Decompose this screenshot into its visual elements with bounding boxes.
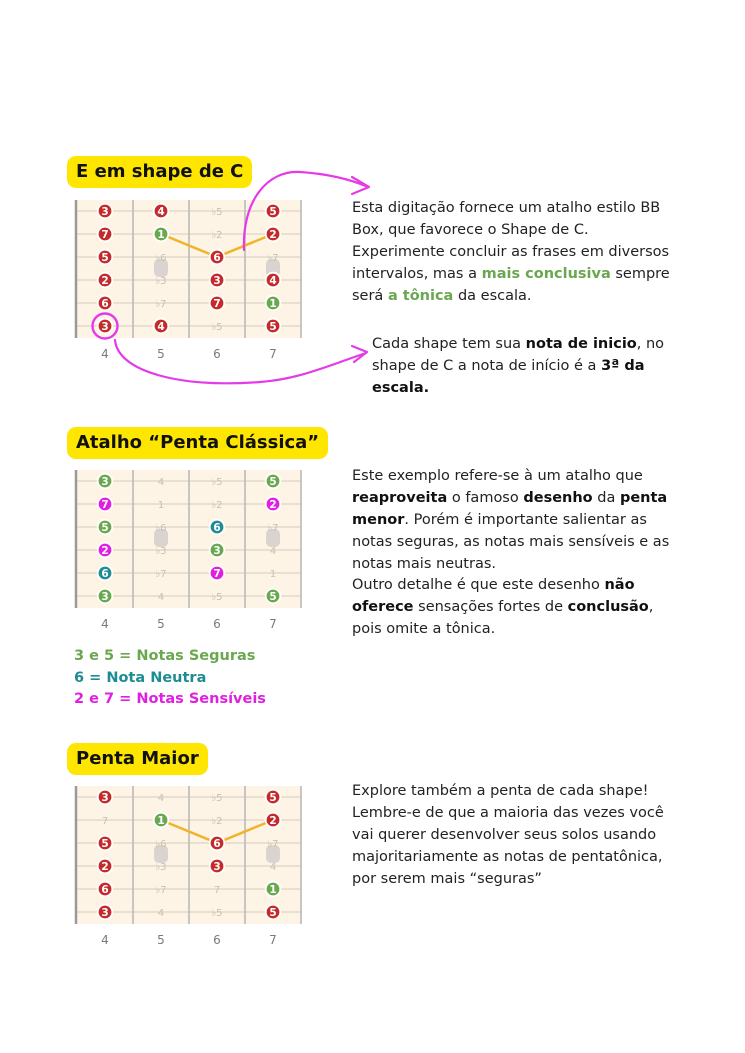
note-dot-label: 5 <box>269 205 277 218</box>
ghost-note-label: 7 <box>213 885 221 896</box>
note-dot-label: 4 <box>157 320 165 333</box>
ghost-note-label: 4 <box>157 793 165 804</box>
note-dot <box>154 813 169 828</box>
fretboard-penta-maior <box>72 784 304 952</box>
note-dot <box>266 790 281 805</box>
ghost-note-label: ♭5 <box>211 322 223 333</box>
note-dot <box>210 250 225 265</box>
note-dot <box>98 250 113 265</box>
note-dot-label: 3 <box>213 544 221 557</box>
fret-number-label: 7 <box>269 933 277 947</box>
text-segment: nota de inicio <box>525 336 637 352</box>
note-dot-label: 2 <box>269 498 277 511</box>
text-segment: penta menor <box>352 490 668 528</box>
note-dot <box>266 882 281 897</box>
ghost-note-label: 1 <box>269 569 277 580</box>
text-segment: Cada shape tem sua <box>372 336 526 352</box>
note-dot-label: 7 <box>213 297 221 310</box>
ghost-note-label: ♭5 <box>211 793 223 804</box>
ghost-note-label: ♭7 <box>155 569 167 580</box>
note-dot <box>266 273 281 288</box>
ghost-note-label: ♭7 <box>267 523 279 534</box>
fret-number-label: 6 <box>213 347 221 361</box>
ghost-note-label: ♭7 <box>155 885 167 896</box>
ghost-note-label: 4 <box>269 546 277 557</box>
note-dot-label: 5 <box>101 251 109 264</box>
note-dot <box>98 204 113 219</box>
note-dot-label: 5 <box>101 521 109 534</box>
section-title-penta-classica: Atalho “Penta Clássica” <box>67 427 328 459</box>
fret-number-label: 7 <box>269 347 277 361</box>
fret-number-label: 6 <box>213 617 221 631</box>
penta-maior-description <box>352 780 674 890</box>
text-segment: . Porém é importante salientar as notas seguras, as notas mais sensíveis e as notas mais neutras. <box>352 512 670 572</box>
note-dot-label: 6 <box>213 251 221 264</box>
note-dot-label: 3 <box>213 860 221 873</box>
penta-classica-detail <box>352 574 674 640</box>
note-dot <box>266 474 281 489</box>
section-title-penta-maior: Penta Maior <box>67 743 208 775</box>
text-segment: reaproveita <box>352 490 448 506</box>
note-dot <box>98 227 113 242</box>
note-dot <box>98 273 113 288</box>
note-dot-label: 4 <box>157 205 165 218</box>
note-dot <box>154 319 169 334</box>
note-dot-label: 2 <box>101 860 109 873</box>
ghost-note-label: 1 <box>157 500 165 511</box>
note-dot <box>210 273 225 288</box>
ghost-note-label: ♭6 <box>155 253 167 264</box>
text-segment: 3ª da escala. <box>372 358 645 396</box>
ghost-note-label: 4 <box>157 477 165 488</box>
note-dot <box>210 543 225 558</box>
ghost-note-label: 4 <box>157 592 165 603</box>
arrow-head-top <box>352 177 369 194</box>
text-segment: Este exemplo refere-se à um atalho que <box>352 468 643 484</box>
note-dot-label: 1 <box>157 228 165 241</box>
note-dot <box>266 227 281 242</box>
text-segment: sempre será <box>352 266 670 304</box>
ghost-note-label: ♭2 <box>211 816 223 827</box>
note-dot-label: 6 <box>213 837 221 850</box>
note-dot-label: 7 <box>101 498 109 511</box>
note-dot-label: 7 <box>101 228 109 241</box>
ghost-note-label: ♭3 <box>155 546 167 557</box>
note-dot <box>266 905 281 920</box>
ghost-note-label: ♭6 <box>155 839 167 850</box>
ghost-note-label: ♭5 <box>211 207 223 218</box>
text-segment: Explore também a penta de cada shape! Lembre-e de que a maioria das vezes você vai querer desenvolver seus solos usando majoritariamente as notas de pentatônica, por serem mais “seguras” <box>352 783 664 887</box>
note-dot <box>98 543 113 558</box>
fret-number-label: 4 <box>101 933 109 947</box>
note-dot <box>266 204 281 219</box>
note-dot-label: 1 <box>157 814 165 827</box>
note-dot-label: 5 <box>269 475 277 488</box>
note-dot-label: 3 <box>213 274 221 287</box>
text-segment: o famoso <box>447 490 524 506</box>
text-segment: conclusão <box>567 599 649 615</box>
note-dot <box>210 296 225 311</box>
note-dot-label: 5 <box>269 590 277 603</box>
note-dot-label: 3 <box>101 791 109 804</box>
ghost-note-label: ♭3 <box>155 862 167 873</box>
fret-number-label: 5 <box>157 933 165 947</box>
note-dot <box>266 319 281 334</box>
legend-item: 3 e 5 = Notas Seguras <box>74 648 256 664</box>
start-note-description <box>372 333 672 399</box>
c-shape-description <box>352 197 674 307</box>
note-dot <box>266 589 281 604</box>
ghost-note-label: ♭7 <box>267 839 279 850</box>
note-legend <box>74 646 266 711</box>
fret-number-label: 5 <box>157 617 165 631</box>
ghost-note-label: ♭3 <box>155 276 167 287</box>
note-dot-label: 2 <box>101 544 109 557</box>
note-dot <box>98 520 113 535</box>
note-dot <box>210 520 225 535</box>
fret-number-label: 6 <box>213 933 221 947</box>
note-dot-label: 2 <box>101 274 109 287</box>
note-dot <box>98 566 113 581</box>
note-dot-label: 5 <box>269 320 277 333</box>
note-dot-label: 3 <box>101 320 109 333</box>
note-dot <box>210 859 225 874</box>
ghost-note-label: ♭5 <box>211 908 223 919</box>
ghost-note-label: ♭5 <box>211 592 223 603</box>
note-dot-label: 2 <box>269 814 277 827</box>
note-dot <box>154 204 169 219</box>
note-dot-label: 6 <box>213 521 221 534</box>
ghost-note-label: 4 <box>157 908 165 919</box>
note-dot-label: 6 <box>101 297 109 310</box>
note-dot <box>266 296 281 311</box>
note-dot-label: 3 <box>101 906 109 919</box>
arrow-head-bottom <box>352 346 367 362</box>
legend-item: 6 = Nota Neutra <box>74 669 207 686</box>
text-segment: da <box>592 490 620 506</box>
note-dot-label: 3 <box>101 205 109 218</box>
legend-item: 2 e 7 = Notas Sensíveis <box>74 691 266 707</box>
text-segment: desenho <box>523 490 593 506</box>
note-dot-label: 2 <box>269 228 277 241</box>
ghost-note-label: ♭7 <box>155 299 167 310</box>
ghost-note-label: ♭7 <box>267 253 279 264</box>
note-dot-label: 5 <box>269 791 277 804</box>
note-dot <box>210 836 225 851</box>
text-segment: mais conclusiva <box>481 266 611 282</box>
note-dot <box>98 474 113 489</box>
note-dot <box>98 296 113 311</box>
note-dot-label: 5 <box>101 837 109 850</box>
fretboard-c-shape <box>72 198 304 366</box>
note-dot-label: 4 <box>269 274 277 287</box>
note-dot <box>98 882 113 897</box>
note-dot <box>154 227 169 242</box>
ghost-note-label: ♭2 <box>211 500 223 511</box>
note-dot <box>98 589 113 604</box>
note-dot <box>98 859 113 874</box>
note-dot-label: 6 <box>101 883 109 896</box>
note-dot-label: 7 <box>213 567 221 580</box>
text-segment: , pois omite a tônica. <box>352 599 654 637</box>
note-dot-label: 5 <box>269 906 277 919</box>
note-dot-label: 3 <box>101 590 109 603</box>
ghost-note-label: ♭6 <box>155 523 167 534</box>
note-dot <box>98 790 113 805</box>
text-segment: Esta digitação fornece um atalho estilo BB Box, que favorece o Shape de C. Experimente concluir as frases em diversos intervalos, mas a <box>352 200 670 282</box>
text-segment: , no shape de C a nota de início é a <box>372 336 665 374</box>
fret-number-label: 4 <box>101 617 109 631</box>
fret-number-label: 4 <box>101 347 109 361</box>
text-segment: sensações fortes de <box>413 599 568 615</box>
ghost-note-label: ♭5 <box>211 477 223 488</box>
text-segment: a tônica <box>387 288 454 304</box>
ghost-note-label: 4 <box>269 862 277 873</box>
note-dot-label: 1 <box>269 297 277 310</box>
text-segment: da escala. <box>453 288 532 304</box>
note-dot-label: 3 <box>101 475 109 488</box>
fretboard-penta-classica <box>72 468 304 636</box>
note-dot <box>266 813 281 828</box>
note-dot-label: 6 <box>101 567 109 580</box>
text-segment: não oferece <box>352 577 635 615</box>
ghost-note-label: ♭2 <box>211 230 223 241</box>
fret-number-label: 7 <box>269 617 277 631</box>
note-dot <box>98 319 113 334</box>
note-dot-label: 1 <box>269 883 277 896</box>
note-dot <box>210 566 225 581</box>
text-segment: Outro detalhe é que este desenho <box>352 577 605 593</box>
note-dot <box>98 497 113 512</box>
penta-classica-description <box>352 465 674 575</box>
note-dot <box>98 905 113 920</box>
note-dot <box>98 836 113 851</box>
fret-number-label: 5 <box>157 347 165 361</box>
ghost-note-label: 7 <box>101 816 109 827</box>
section-title-c-shape: E em shape de C <box>67 156 252 188</box>
note-dot <box>266 497 281 512</box>
